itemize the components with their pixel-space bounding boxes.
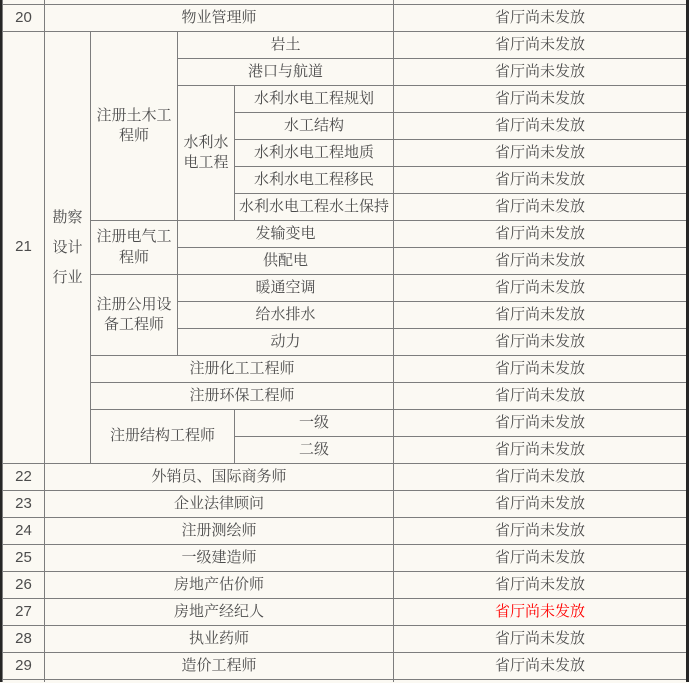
specialty-cell-level2: 二级: [235, 437, 394, 464]
environmental-engineer-cell: 注册环保工程师: [91, 383, 394, 410]
table-row-24: [3, 518, 687, 545]
profession-name-cell: 物业管理师: [45, 5, 394, 32]
profession-name-cell: 外销员、国际商务师: [45, 464, 394, 491]
row-number-cell: 23: [3, 491, 45, 518]
partial-number-cell: [3, 680, 45, 683]
chemical-engineer-cell: 注册化工工程师: [91, 356, 394, 383]
profession-name-cell: 一级建造师: [45, 545, 394, 572]
status-cell: 省厅尚未发放: [394, 410, 687, 437]
status-cell: 省厅尚未发放: [394, 275, 687, 302]
civil-engineer-label-cell: 注册土木工程师: [91, 32, 178, 221]
row-number-cell: 26: [3, 572, 45, 599]
table-row-21-environmental: [3, 383, 687, 410]
status-cell: 省厅尚未发放: [394, 302, 687, 329]
profession-name-cell: 企业法律顾问: [45, 491, 394, 518]
electrical-engineer-label-cell: 注册电气工程师: [91, 221, 178, 275]
industry-group-cell: [45, 32, 91, 464]
row-number-cell: 29: [3, 653, 45, 680]
status-cell: 省厅尚未发放: [394, 491, 687, 518]
partial-status-cell: [394, 680, 687, 683]
table-row-21-geotech: [3, 32, 687, 59]
status-cell: 省厅尚未发放: [394, 248, 687, 275]
table-row-26: [3, 572, 687, 599]
status-cell: 省厅尚未发放: [394, 167, 687, 194]
status-cell: 省厅尚未发放: [394, 32, 687, 59]
status-cell: 省厅尚未发放: [394, 221, 687, 248]
row-number-cell: 22: [3, 464, 45, 491]
industry-line-1: 勘察: [52, 208, 83, 226]
partial-row-bottom: [3, 680, 687, 683]
specialty-cell-hvac: 暖通空调: [178, 275, 394, 302]
status-cell: 省厅尚未发放: [394, 113, 687, 140]
status-cell: 省厅尚未发放: [394, 545, 687, 572]
industry-line-3: 行业: [52, 268, 83, 286]
partial-name-cell: [45, 680, 394, 683]
table-row-21-structural-level1: [3, 410, 687, 437]
specialty-cell-port: 港口与航道: [178, 59, 394, 86]
status-cell: 省厅尚未发放: [394, 356, 687, 383]
status-cell-highlighted: 省厅尚未发放: [394, 599, 687, 626]
specialty-cell-hydro-planning: 水利水电工程规划: [235, 86, 394, 113]
profession-name-cell: 注册测绘师: [45, 518, 394, 545]
table-row-21-hvac: [3, 275, 687, 302]
status-cell: 省厅尚未发放: [394, 383, 687, 410]
profession-name-cell: 执业药师: [45, 626, 394, 653]
status-cell: 省厅尚未发放: [394, 518, 687, 545]
profession-name-cell: 房地产经纪人: [45, 599, 394, 626]
status-cell: 省厅尚未发放: [394, 437, 687, 464]
specialty-cell-transmission: 发输变电: [178, 221, 394, 248]
table-row-20: [3, 5, 687, 32]
status-cell: 省厅尚未发放: [394, 329, 687, 356]
status-cell: 省厅尚未发放: [394, 572, 687, 599]
status-cell: 省厅尚未发放: [394, 626, 687, 653]
specialty-cell-power: 动力: [178, 329, 394, 356]
specialty-cell-hydro-structure: 水工结构: [235, 113, 394, 140]
table-row-21-transmission: [3, 221, 687, 248]
table-row-23: [3, 491, 687, 518]
specialty-cell-geotech: 岩土: [178, 32, 394, 59]
table-row-27: [3, 599, 687, 626]
status-cell: 省厅尚未发放: [394, 86, 687, 113]
status-cell: 省厅尚未发放: [394, 464, 687, 491]
qualification-table: [2, 0, 687, 682]
profession-name-cell: 房地产估价师: [45, 572, 394, 599]
table-row-22: [3, 464, 687, 491]
utility-engineer-label-cell: 注册公用设备工程师: [91, 275, 178, 356]
row-number-cell: 28: [3, 626, 45, 653]
row-number-cell: 25: [3, 545, 45, 572]
specialty-cell-level1: 一级: [235, 410, 394, 437]
row-number-cell: 21: [3, 32, 45, 464]
table-row-28: [3, 626, 687, 653]
row-number-cell: 20: [3, 5, 45, 32]
row-number-cell: 24: [3, 518, 45, 545]
specialty-cell-hydro-geology: 水利水电工程地质: [235, 140, 394, 167]
status-cell: 省厅尚未发放: [394, 653, 687, 680]
table-row-29: [3, 653, 687, 680]
status-cell: 省厅尚未发放: [394, 5, 687, 32]
specialty-cell-water-supply: 给水排水: [178, 302, 394, 329]
specialty-cell-distribution: 供配电: [178, 248, 394, 275]
status-cell: 省厅尚未发放: [394, 194, 687, 221]
row-number-cell: 27: [3, 599, 45, 626]
table-row-21-chemical: [3, 356, 687, 383]
status-cell: 省厅尚未发放: [394, 59, 687, 86]
hydro-group-label-cell: 水利水电工程: [178, 86, 235, 221]
status-cell: 省厅尚未发放: [394, 140, 687, 167]
structural-engineer-label-cell: 注册结构工程师: [91, 410, 235, 464]
specialty-cell-hydro-conservation: 水利水电工程水土保持: [235, 194, 394, 221]
specialty-cell-hydro-resettlement: 水利水电工程移民: [235, 167, 394, 194]
profession-name-cell: 造价工程师: [45, 653, 394, 680]
industry-line-2: 设计: [52, 238, 83, 256]
table-row-25: [3, 545, 687, 572]
